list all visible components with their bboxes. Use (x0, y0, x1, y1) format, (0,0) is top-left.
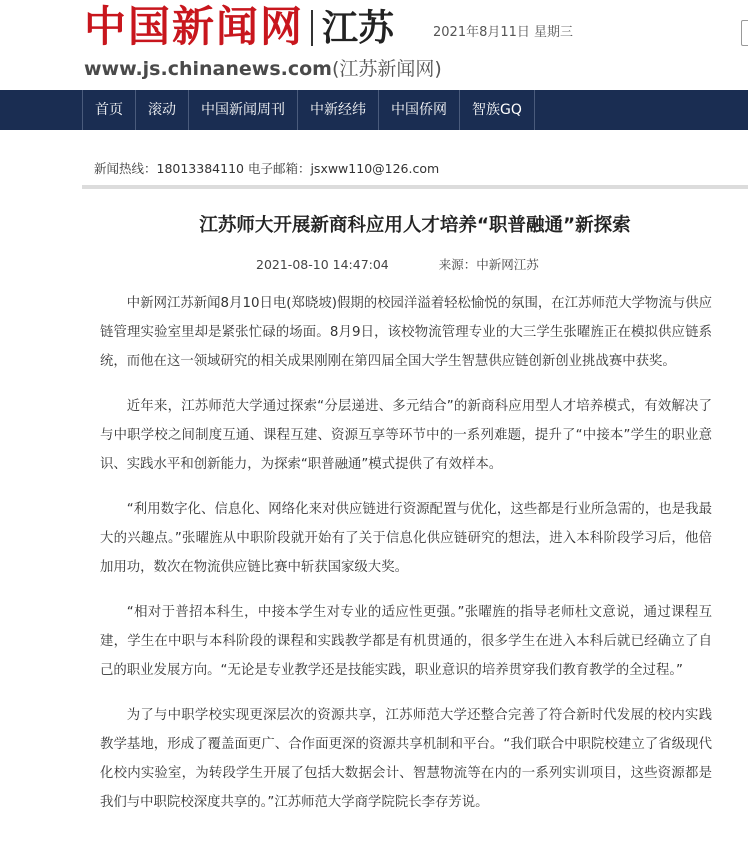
region-logo[interactable]: 江苏 (322, 8, 395, 49)
site-url-main: www.js.chinanews.com (84, 58, 332, 80)
article (82, 189, 748, 853)
nav-item-news-weekly[interactable]: 中国新闻周刊 (189, 90, 298, 130)
nav-item-jingwei[interactable]: 中新经纬 (298, 90, 379, 130)
nav-item-qiaowang[interactable]: 中国侨网 (379, 90, 460, 130)
header-date: 2021年8月11日 星期三 (433, 25, 574, 40)
article-title: 江苏师大开展新商科应用人才培养“职普融通”新探索 (199, 215, 631, 236)
article-meta (82, 257, 748, 273)
article-paragraph: 中新网江苏新闻8月10日电(郑晓坡)假期的校园洋溢着轻松愉悦的氛围，在江苏师范大学物流与供应链管理实验室里却是紧张忙碌的场面。8月9日，该校物流管理专业的大三学生张曜旌正在模拟供应链系统，而他在这一领域研究的相关成果刚刚在第四届全国大学生智慧供应链创新创业挑战赛中获奖。 (100, 296, 712, 369)
article-paragraph: 近年来，江苏师范大学通过探索“分层递进、多元结合”的新商科应用型人才培养模式，有效解决了与中职学校之间制度互通、课程互建、资源互享等环节中的一系列难题，提升了“中接本”学生的职业意识、实践水平和创新能力，为探索“职普融通”模式提供了有效样本。 (100, 399, 712, 472)
news-hotline: 新闻热线：18013384110 电子邮箱：jsxww110@126.com (94, 161, 440, 176)
article-paragraph: 为了与中职学校实现更深层次的资源共享，江苏师范大学还整合完善了符合新时代发展的校内实践教学基地，形成了覆盖面更广、合作面更深的资源共享机制和平台。“我们联合中职院校建立了省级现代化校内实验室，为转段学生开展了包括大数据会计、智慧物流等在内的一系列实训项目，这些资源都是我们与中职院校深度共享的。”江苏师范大学商学院院长李存芳说。 (100, 708, 712, 810)
site-url (84, 56, 442, 82)
header-widget[interactable] (741, 20, 748, 46)
article-paragraph: “相对于普招本科生，中接本学生对专业的适应性更强。”张曜旌的指导老师杜文意说，通过课程互建，学生在中职与本科阶段的课程和实践教学都是有机贯通的，很多学生在进入本科后就已经确立了自己的职业发展方向。“无论是专业教学还是技能实践，职业意识的培养贯穿我们教育教学的全过程。” (100, 605, 712, 678)
article-paragraph: “利用数字化、信息化、网络化来对供应链进行资源配置与优化，这些都是行业所急需的，也是我最大的兴趣点。”张曜旌从中职阶段就开始有了关于信息化供应链研究的想法，进入本科阶段学习后，他倍加用功，数次在物流供应链比赛中斩获国家级大奖。 (100, 502, 712, 575)
main-nav (0, 90, 748, 130)
article-source: 来源：中新网江苏 (438, 257, 539, 272)
nav-item-home[interactable]: 首页 (82, 90, 136, 130)
site-url-suffix: (江苏新闻网) (331, 58, 442, 80)
site-header (0, 0, 748, 90)
article-body (82, 289, 712, 817)
article-datetime: 2021-08-10 14:47:04 (256, 257, 389, 272)
logo-divider (311, 10, 313, 46)
nav-item-gq[interactable]: 智族GQ (460, 90, 535, 130)
site-logo[interactable]: 中国新闻网 (84, 2, 305, 51)
nav-items (82, 90, 535, 130)
nav-item-rolling[interactable]: 滚动 (136, 90, 189, 130)
